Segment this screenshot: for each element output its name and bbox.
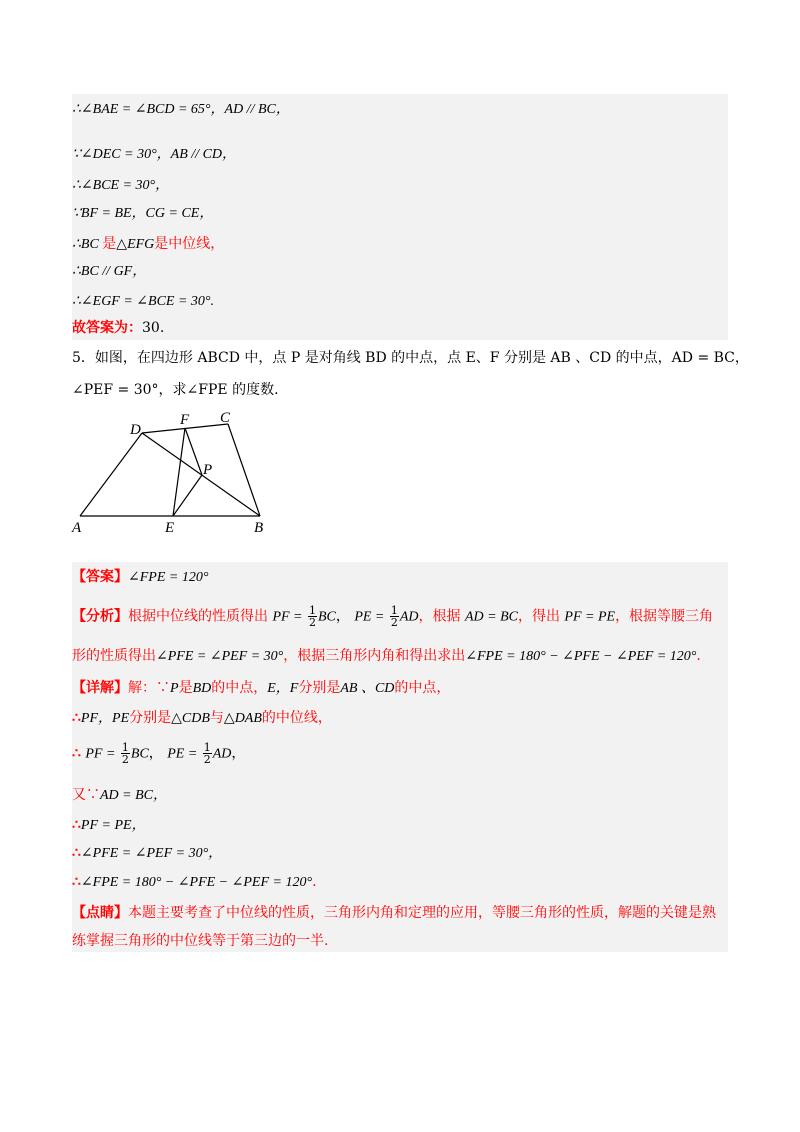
comment-line-2: 练掌握三角形的中位线等于第三边的一半.	[72, 933, 329, 949]
prev-answer-label: 故答案为：	[72, 320, 142, 336]
comment-1: 本题主要考查了中位线的性质，三角形内角和定理的应用，等腰三角形的性质，解题的关键是熟	[128, 905, 716, 921]
prev-line-4: ∵BF = BE，CG = CE，	[72, 206, 214, 221]
pf-eq-pe: PF = PE	[564, 609, 616, 625]
detail-6-therefore: ∴	[72, 845, 81, 861]
detail-line-1	[72, 678, 450, 699]
answer-line	[72, 567, 208, 588]
prev-line-2: ∵∠DEC = 30°，AB // CD，	[72, 147, 237, 162]
detail-2d: △CDB	[171, 711, 210, 726]
detail-1i: 的中点，	[394, 680, 451, 696]
question-line-1: 5．如图，在四边形 ABCD 中，点 P 是对角线 BD 的中点，点 E、F 分别是 AB 、CD 的中点，AD = BC，	[72, 350, 749, 366]
label-D: D	[130, 422, 141, 438]
segment-FP	[185, 428, 202, 475]
detail-1g: 分别是	[298, 680, 341, 696]
answer-tag: 【答案】	[72, 569, 128, 585]
analysis-eq-2d: ∠FPE = 180° − ∠PFE − ∠PEF = 120°	[465, 649, 697, 664]
analysis-text-2e: .	[696, 648, 701, 664]
prev-line-5	[72, 234, 224, 255]
segment-EF	[173, 428, 185, 516]
detail-1a: 解：∵	[128, 680, 170, 696]
detail-7: ∠FPE = 180° − ∠PFE − ∠PEF = 120°	[80, 875, 313, 890]
answer-value: ∠FPE = 120°	[128, 570, 209, 585]
bc-term: BC	[317, 609, 336, 625]
detail-1b: P	[170, 681, 179, 696]
analysis-eq-2b: ∠PFE = ∠PEF = 30°	[156, 649, 284, 664]
ad-eq-bc: AD = BC	[464, 609, 518, 625]
prev-l5-d: 是中位线，	[154, 236, 225, 252]
detail-line-7	[72, 872, 317, 893]
prev-line-7: ∴∠EGF = ∠BCE = 30°.	[72, 294, 215, 309]
analysis-text-1b: ，根据	[418, 608, 461, 625]
analysis-text-1c: ，得出	[517, 608, 560, 625]
detail-3-therefore: ∴	[72, 745, 81, 762]
detail-2g: 的中位线，	[261, 710, 332, 726]
detail-3-pe: PE =	[167, 746, 198, 762]
label-C: C	[220, 410, 231, 426]
label-A: A	[72, 520, 82, 536]
fraction-half-1: $\frac{1}{2}$	[308, 604, 316, 629]
fraction-half-2: $\frac{1}{2}$	[390, 604, 398, 629]
detail-3-ad: AD	[212, 746, 232, 762]
segment-CB	[228, 424, 260, 516]
detail-5-therefore: ∴	[72, 817, 81, 833]
detail-5: PF = PE，	[80, 818, 146, 833]
detail-7e: .	[312, 874, 317, 890]
label-P: P	[203, 462, 213, 478]
fraction-half-3: $\frac{1}{2}$	[121, 741, 129, 766]
detail-3-bc: BC	[130, 746, 149, 762]
pe-eq: PE =	[354, 609, 385, 625]
prev-line-1: ∴∠BAE = ∠BCD = 65°，AD // BC，	[72, 102, 290, 117]
label-E: E	[165, 520, 175, 536]
prev-l5-a: ∴BC	[72, 237, 103, 252]
analysis-line-1: 【分析】根据中位线的性质得出 PF = $\frac{1}{2}$ BC， PE = $\frac{1}{2}$ AD，根据 AD = BC，得出 PF = PE，根据等腰三角	[72, 604, 714, 629]
prev-l5-b: 是	[102, 236, 117, 252]
label-B: B	[254, 520, 264, 536]
ad-term: AD	[399, 609, 419, 625]
prev-answer-line	[72, 318, 164, 338]
detail-7-therefore: ∴	[72, 874, 81, 890]
question-line-2: ∠PEF = 30°，求∠FPE 的度数.	[72, 382, 279, 398]
detail-tag: 【详解】	[72, 680, 128, 696]
analysis-text-2a: 形的性质得出	[72, 648, 156, 664]
comment-line-1	[72, 903, 716, 923]
pf-eq: PF =	[272, 609, 303, 625]
detail-4a: 又∵	[72, 787, 100, 803]
prev-answer-value: 30.	[142, 320, 165, 336]
detail-2b: PF，PE	[80, 711, 130, 726]
analysis-line-2	[72, 646, 701, 667]
detail-3-pf: PF =	[85, 746, 116, 762]
analysis-text-1d: ，根据等腰三角	[615, 608, 714, 625]
detail-line-5	[72, 815, 146, 836]
detail-2f: △DAB	[223, 711, 262, 726]
detail-4b: AD = BC，	[100, 788, 167, 803]
comment-tag: 【点睛】	[72, 905, 128, 921]
analysis-text-1a: 根据中位线的性质得出	[128, 608, 268, 625]
segment-DB	[142, 433, 260, 516]
segment-AD	[80, 433, 142, 516]
prev-line-6: ∴BC // GF，	[72, 264, 147, 279]
detail-2e: 与	[209, 710, 224, 726]
detail-1e: 的中点，	[211, 680, 268, 696]
label-F: F	[180, 412, 190, 428]
detail-line-2	[72, 708, 332, 729]
detail-line-4	[72, 785, 167, 806]
detail-line-6	[72, 843, 222, 864]
detail-2a: ∴	[72, 710, 81, 726]
detail-2c: 分别是	[129, 710, 172, 726]
analysis-tag: 【分析】	[72, 608, 128, 625]
detail-6: ∠PFE = ∠PEF = 30°，	[80, 846, 223, 861]
geometry-figure	[70, 408, 290, 538]
prev-l5-c: △EFG	[116, 237, 155, 252]
detail-line-3: ∴ PF = $\frac{1}{2}$ BC， PE = $\frac{1}{2}$ AD，	[72, 741, 246, 766]
prev-line-3: ∴∠BCE = 30°，	[72, 178, 170, 193]
detail-1h: AB 、CD	[340, 681, 395, 696]
fraction-half-4: $\frac{1}{2}$	[203, 741, 211, 766]
detail-1d: BD	[192, 681, 212, 696]
detail-1f: E，F	[267, 681, 299, 696]
detail-1c: 是	[178, 680, 193, 696]
analysis-text-2c: ，根据三角形内角和得出求出	[283, 648, 466, 664]
